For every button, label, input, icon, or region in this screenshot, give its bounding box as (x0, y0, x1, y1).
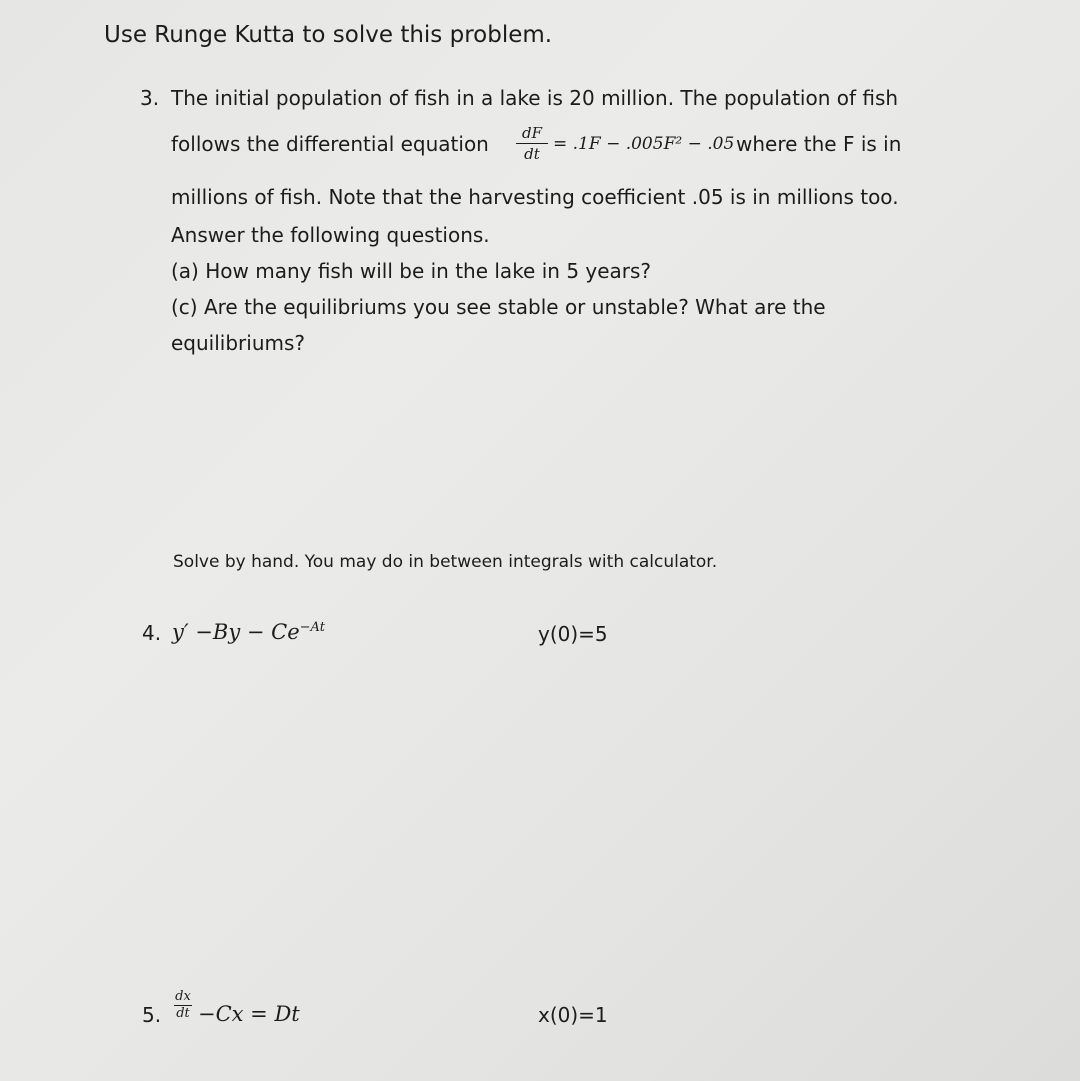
fraction-denominator: dt (524, 145, 540, 163)
problem-3-line-3: millions of fish. Note that the harvesting coefficient .05 is in millions too. (171, 185, 899, 209)
problem-4-number: 4. (142, 621, 162, 645)
fraction-numerator: dF (521, 124, 542, 142)
problem-5-initial-condition: x(0)=1 (538, 1003, 608, 1027)
derivative-fraction (512, 124, 552, 163)
problem-3-line-4: Answer the following questions. (171, 223, 490, 247)
problem-3-line-2-trail: where the F is in (736, 132, 902, 156)
problem-5-number: 5. (142, 1003, 162, 1027)
problem-3-number: 3. (140, 86, 160, 110)
problem-3-part-c-line-2: equilibriums? (171, 331, 306, 355)
problem-5-fraction (172, 990, 194, 1021)
problem-4-exponent: −At (299, 620, 325, 635)
worksheet-heading: Use Runge Kutta to solve this problem. (104, 22, 553, 48)
problem-3-line-2-lead: follows the differential equation (171, 132, 489, 156)
problem-3-line-1: The initial population of fish in a lake is 20 million. The population of fish (171, 86, 899, 110)
problem-3-part-c-line-1: (c) Are the equilibriums you see stable or unstable? What are the (171, 295, 826, 319)
problem-5-numerator: dx (175, 989, 191, 1004)
differential-equation-rhs: = .1F − .005F² − .05 (553, 134, 735, 154)
problem-3-part-a: (a) How many fish will be in the lake in 5 years? (171, 259, 652, 283)
problem-5-denominator: dt (176, 1006, 190, 1021)
problem-4-equation-base: y′ −By − Ce (172, 620, 300, 644)
fraction-bar (516, 143, 548, 144)
problem-4-initial-condition: y(0)=5 (538, 622, 608, 646)
problem-4-equation (172, 620, 325, 644)
problem-5-equation: −Cx = Dt (198, 1002, 300, 1026)
solve-instructions: Solve by hand. You may do in between integrals with calculator. (173, 552, 718, 572)
